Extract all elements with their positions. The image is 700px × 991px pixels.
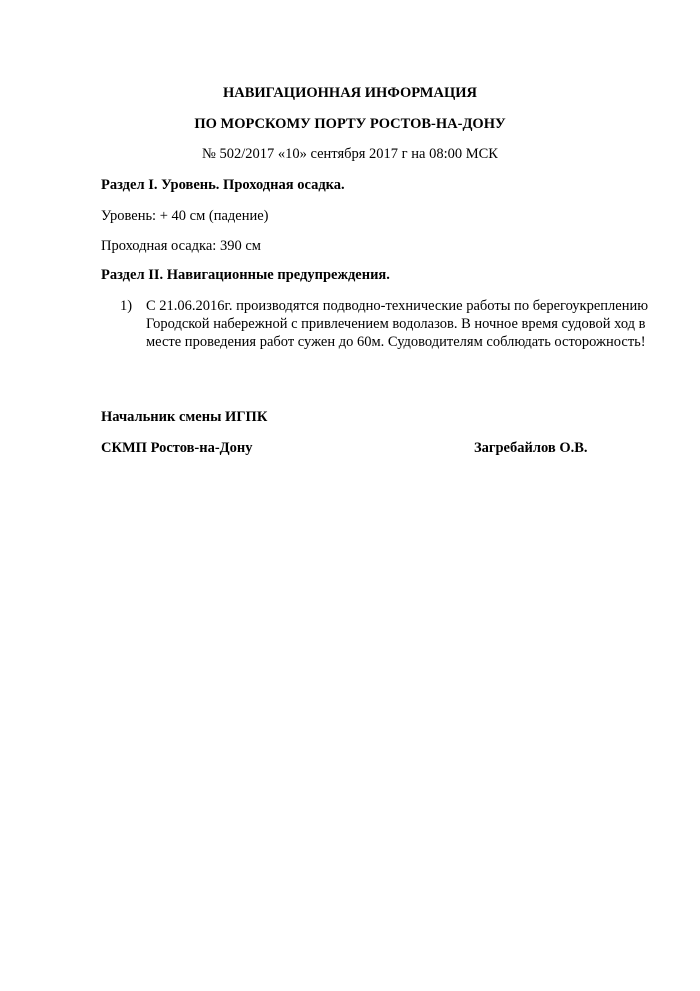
warning-item-text — [146, 297, 649, 351]
signer-position: Начальник смены ИГПК — [101, 409, 268, 425]
section-1-heading: Раздел I. Уровень. Проходная осадка. — [101, 177, 345, 193]
warning-text-line: месте проведения работ сужен до 60м. Судоводителям соблюдать осторожность! — [146, 334, 646, 350]
document-title-line-1: НАВИГАЦИОННАЯ ИНФОРМАЦИЯ — [222, 85, 477, 101]
issue-number-date: № 502/2017 «10» сентября 2017 г на 08:00 МСК — [202, 146, 498, 162]
section-2-heading: Раздел II. Навигационные предупреждения. — [101, 267, 390, 283]
water-level: Уровень: + 40 см (падение) — [101, 208, 269, 224]
warning-text-line: Городской набережной с привлечением водолазов. В ночное время судовой ход в — [146, 316, 646, 332]
signer-organization: СКМП Ростов-на-Дону — [101, 440, 253, 456]
document-title-line-2: ПО МОРСКОМУ ПОРТУ РОСТОВ-НА-ДОНУ — [194, 116, 506, 132]
warning-text-line: С 21.06.2016г. производятся подводно-технические работы по берегоукреплению — [146, 298, 649, 314]
warning-item-number: 1) — [120, 298, 133, 314]
signer-name: Загребайлов О.В. — [474, 440, 588, 456]
passage-draft: Проходная осадка: 390 см — [101, 238, 261, 254]
